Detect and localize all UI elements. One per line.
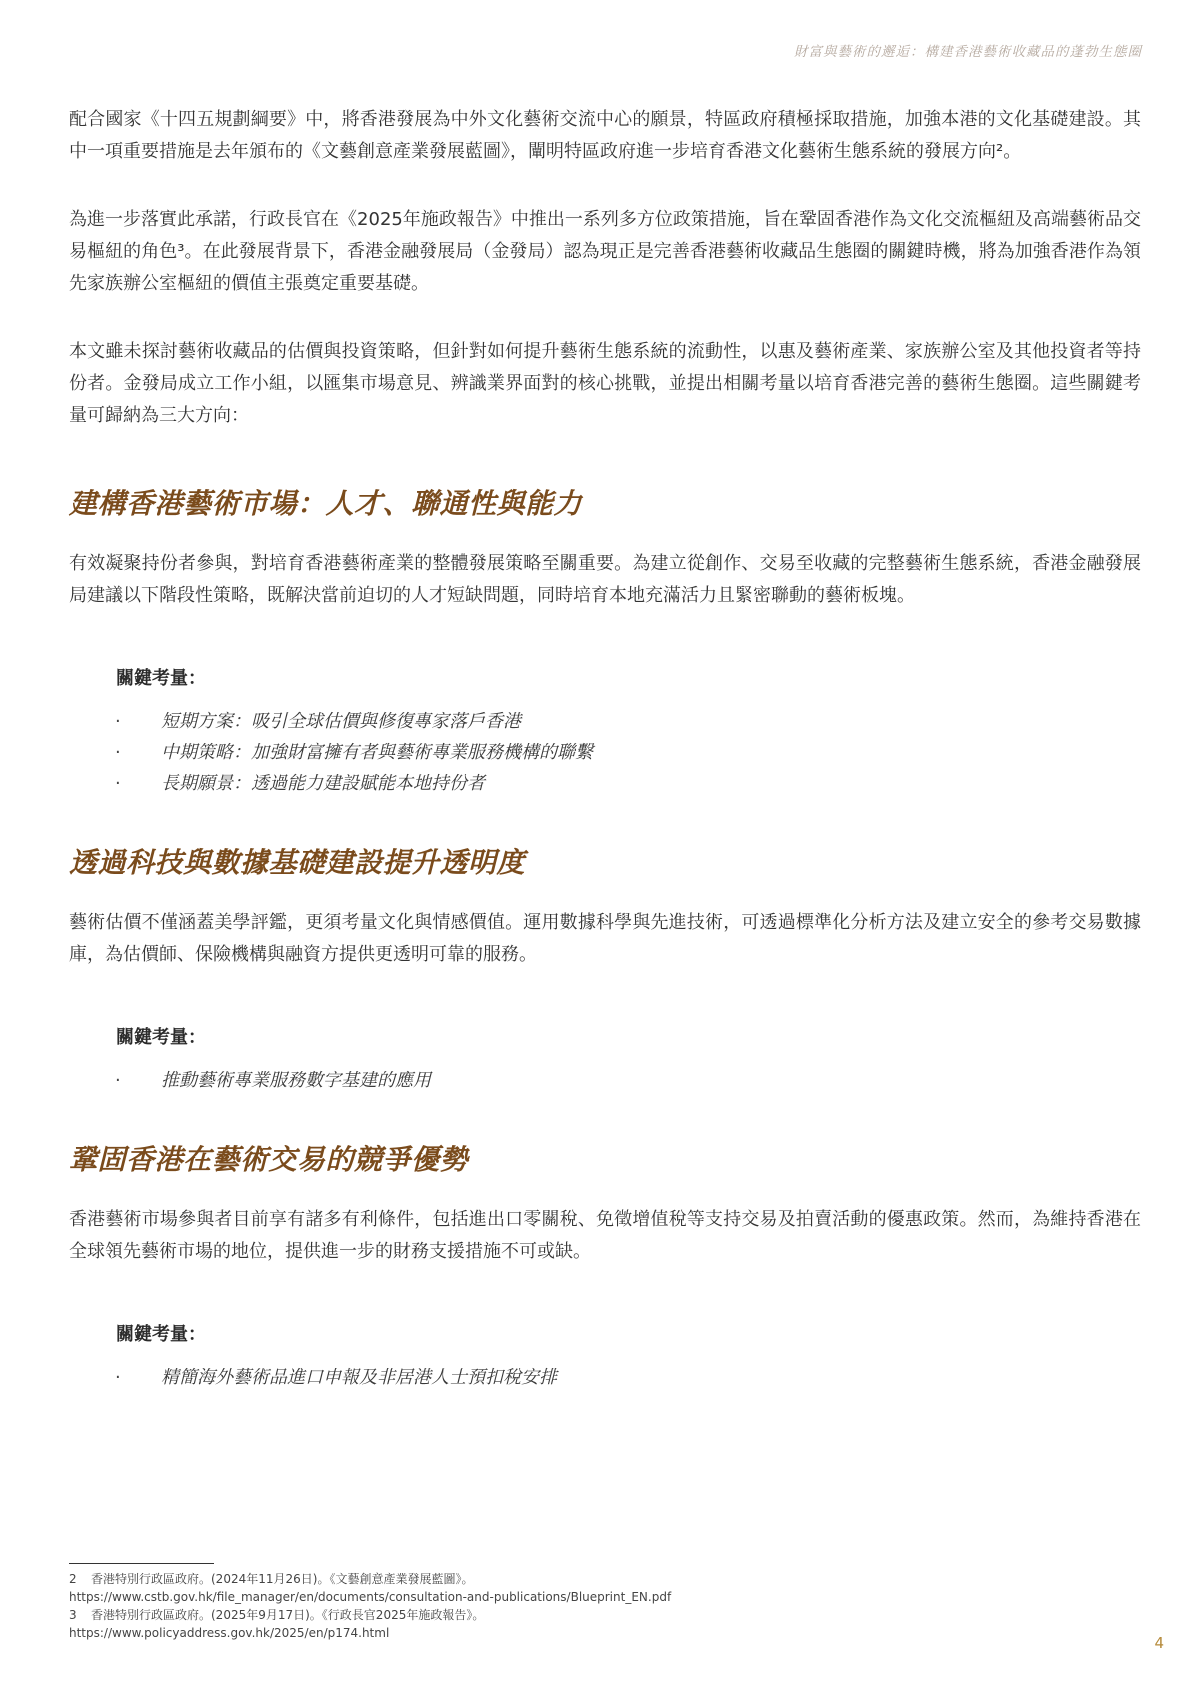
section-3-bullet-list [116,1362,1141,1393]
running-header: 財富與藝術的邂逅：構建香港藝術收藏品的蓬勃生態圈 [794,44,1142,60]
footnote-2 [69,1570,969,1588]
section-1-bullet-list [116,706,1141,799]
page-body [69,104,1141,1393]
bullet-icon: · [115,773,121,794]
footnote-number: 2 [69,1572,77,1586]
list-item: · 精簡海外藝術品進口申報及非居港人士預扣稅安排 [115,1362,1141,1393]
section-3-heading: 鞏固香港在藝術交易的競爭優勢 [69,1143,469,1176]
list-item: · 短期方案：吸引全球估價與修復專家落戶香港 [115,706,1141,737]
section-3-body: 香港藝術市場參與者目前享有諸多有利條件，包括進出口零關稅、免徵增值稅等支持交易及拍賣活動的優惠政策。然而，為維持香港在全球領先藝術市場的地位，提供進一步的財務支援措施不可或缺。 [69,1209,1141,1262]
intro-paragraph-1: 配合國家《十四五規劃綱要》中，將香港發展為中外文化藝術交流中心的願景，特區政府積極採取措施，加強本港的文化基礎建設。其中一項重要措施是去年頒布的《文藝創意產業發展藍圖》，闡明特區政府進一步培育香港文化藝術生態系統的發展方向²。 [69,109,1141,162]
page-number: 4 [1154,1634,1164,1652]
list-item: · 中期策略：加強財富擁有者與藝術專業服務機構的聯繫 [115,737,1141,768]
footnotes [69,1570,969,1642]
footnote-text: 香港特別行政區政府。(2024年11月26日)。《文藝創意產業發展藍圖》。 [91,1572,474,1586]
footnote-3 [69,1606,969,1624]
footnote-2-link[interactable]: https://www.cstb.gov.hk/file_manager/en/documents/consultation-and-publications/Blueprint_EN.pdf [69,1590,672,1604]
section-1-heading: 建構香港藝術市場：人才、聯通性與能力 [69,487,583,520]
section-2-bullet-list [116,1065,1141,1096]
section-1-key-considerations [116,664,1141,799]
section-1-body: 有效凝聚持份者參與，對培育香港藝術產業的整體發展策略至關重要。為建立從創作、交易至收藏的完整藝術生態系統，香港金融發展局建議以下階段性策略，既解決當前迫切的人才短缺問題，同時培育本地充滿活力且緊密聯動的藝術板塊。 [69,553,1141,606]
section-3-key-considerations [116,1320,1141,1393]
bullet-icon: · [115,742,121,763]
list-item: · 長期願景：透過能力建設賦能本地持份者 [115,768,1141,799]
section-2-key-considerations [116,1023,1141,1096]
key-considerations-title: 關鍵考量： [116,1027,206,1048]
key-considerations-title: 關鍵考量： [116,668,206,689]
bullet-icon: · [115,1367,121,1388]
section-2-heading: 透過科技與數據基礎建設提升透明度 [69,846,526,879]
bullet-icon: · [115,1070,121,1091]
footnote-3-link[interactable]: https://www.policyaddress.gov.hk/2025/en/p174.html [69,1626,390,1640]
bullet-icon: · [115,711,121,732]
list-item: · 推動藝術專業服務數字基建的應用 [115,1065,1141,1096]
footnote-text: 香港特別行政區政府。(2025年9月17日)。《行政長官2025年施政報告》。 [91,1608,485,1622]
footnote-divider [69,1563,214,1564]
intro-paragraph-2: 為進一步落實此承諾，行政長官在《2025年施政報告》中推出一系列多方位政策措施，旨在鞏固香港作為文化交流樞紐及高端藝術品交易樞紐的角色³。在此發展背景下，香港金融發展局（金發局）認為現正是完善香港藝術收藏品生態圈的關鍵時機，將為加強香港作為領先家族辦公室樞紐的價值主張奠定重要基礎。 [69,209,1141,294]
key-considerations-title: 關鍵考量： [116,1324,206,1345]
intro-paragraph-3: 本文雖未探討藝術收藏品的估價與投資策略，但針對如何提升藝術生態系統的流動性，以惠及藝術產業、家族辦公室及其他投資者等持份者。金發局成立工作小組，以匯集市場意見、辨識業界面對的核心挑戰，並提出相關考量以培育香港完善的藝術生態圈。這些關鍵考量可歸納為三大方向： [69,341,1141,426]
footnote-number: 3 [69,1608,77,1622]
section-2-body: 藝術估價不僅涵蓋美學評鑑，更須考量文化與情感價值。運用數據科學與先進技術，可透過標準化分析方法及建立安全的參考交易數據庫，為估價師、保險機構與融資方提供更透明可靠的服務。 [69,912,1141,965]
